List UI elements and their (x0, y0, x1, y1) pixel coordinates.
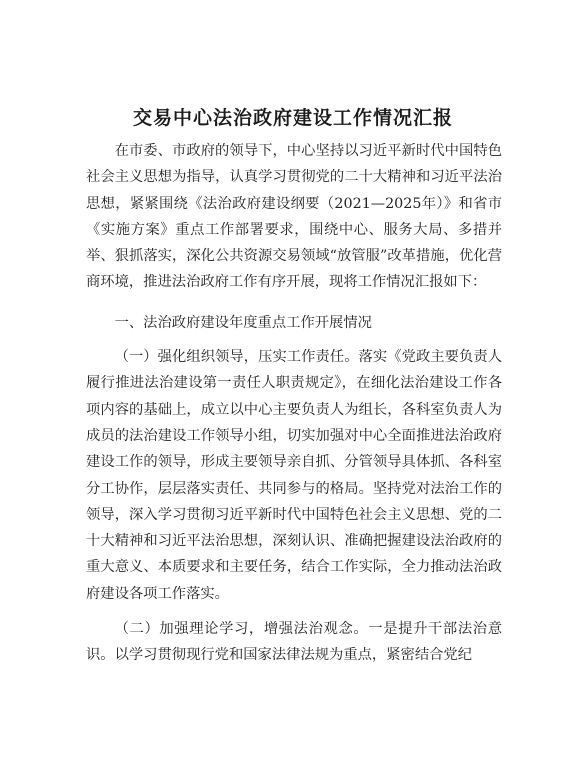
document-title: 交易中心法治政府建设工作情况汇报 (132, 107, 453, 129)
intro-paragraph: 在市委、市政府的领导下，中心坚持以习近平新时代中国特色社会主义思想为指导，认真学习贯彻党的二十大精神和习近平法治思想，紧紧围绕《法治政府建设纲要（2021—2025年）》和省市《实施方案》重点工作部署要求，围绕中心、服务大局、多措并举、狠抓落实，深化公共资源交易领域“放管服”改革措施，优化营商环境，推进法治政府工作有序开展，现将工作情况汇报如下： (86, 143, 502, 291)
document-body (86, 138, 502, 669)
section-1-item-1-paragraph: （一）强化组织领导，压实工作责任。落实《党政主要负责人履行推进法治建设第一责任人职责规定》，在细化法治建设工作各项内容的基础上，成立以中心主要负责人为组长，各科室负责人为成员的法治建设工作领导小组，切实加强对中心全面推进法治政府建设工作的领导，形成主要领导亲自抓、分管领导具体抓、各科室分工协作，层层落实责任、共同参与的格局。坚持党对法治工作的领导，深入学习贯彻习近平新时代中国特色社会主义思想、党的二十大精神和习近平法治思想，深刻认识、准确把握建设法治政府的重大意义、本质要求和主要任务，结合工作实际，全力推动法治政府建设各项工作落实。 (86, 349, 502, 602)
section-1-item-2-paragraph: （二）加强理论学习，增强法治观念。一是提升干部法治意识。以学习贯彻现行党和国家法律法规为重点，紧密结合党纪 (86, 621, 502, 664)
section-heading-1: 一、法治政府建设年度重点工作开展情况 (114, 314, 372, 331)
